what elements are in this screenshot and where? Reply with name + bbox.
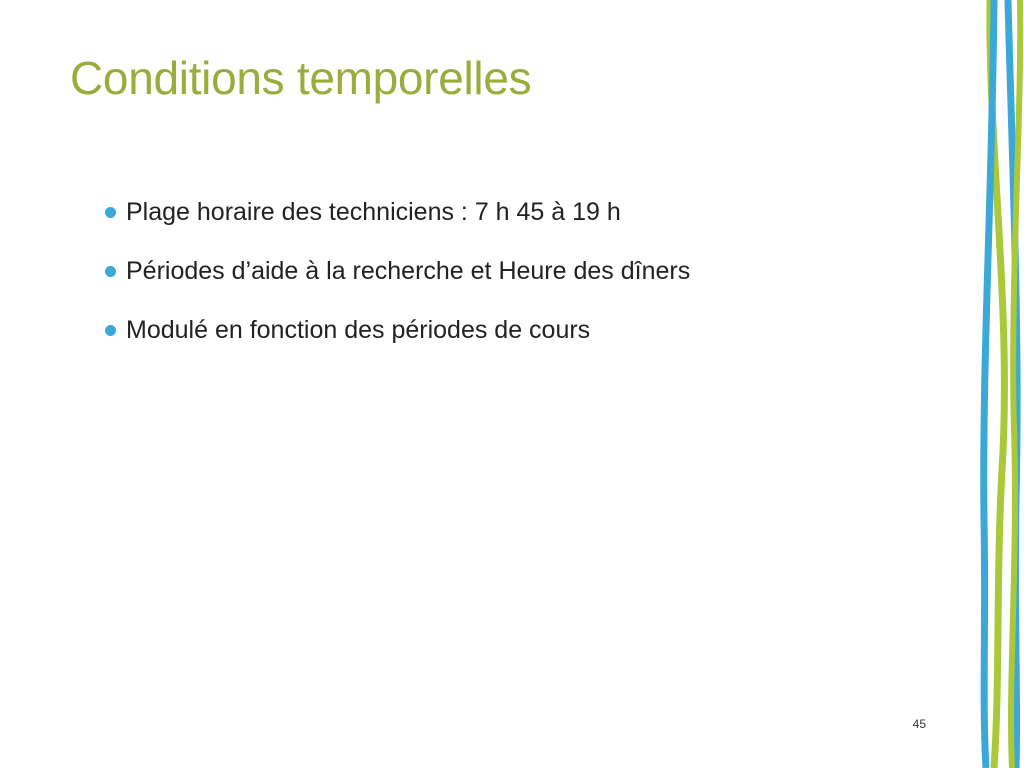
bullet-list [102,192,690,369]
bullet-text: Plage horaire des techniciens : 7 h 45 à 19 h [126,198,621,226]
bullet-text: Périodes d’aide à la recherche et Heure des dîners [126,257,691,285]
bullet-item [102,310,690,350]
page-number: 45 [912,717,926,731]
bullet-item [102,192,690,232]
blue-stripe-left [984,0,994,768]
bullet-dot-icon [105,325,116,336]
bullet-dot-icon [105,207,116,218]
slide-title: Conditions temporelles [70,52,532,104]
bullet-item [102,251,690,291]
bullet-dot-icon [105,266,116,277]
decorative-stripes [960,0,1024,768]
bullet-text: Modulé en fonction des périodes de cours [126,316,591,344]
